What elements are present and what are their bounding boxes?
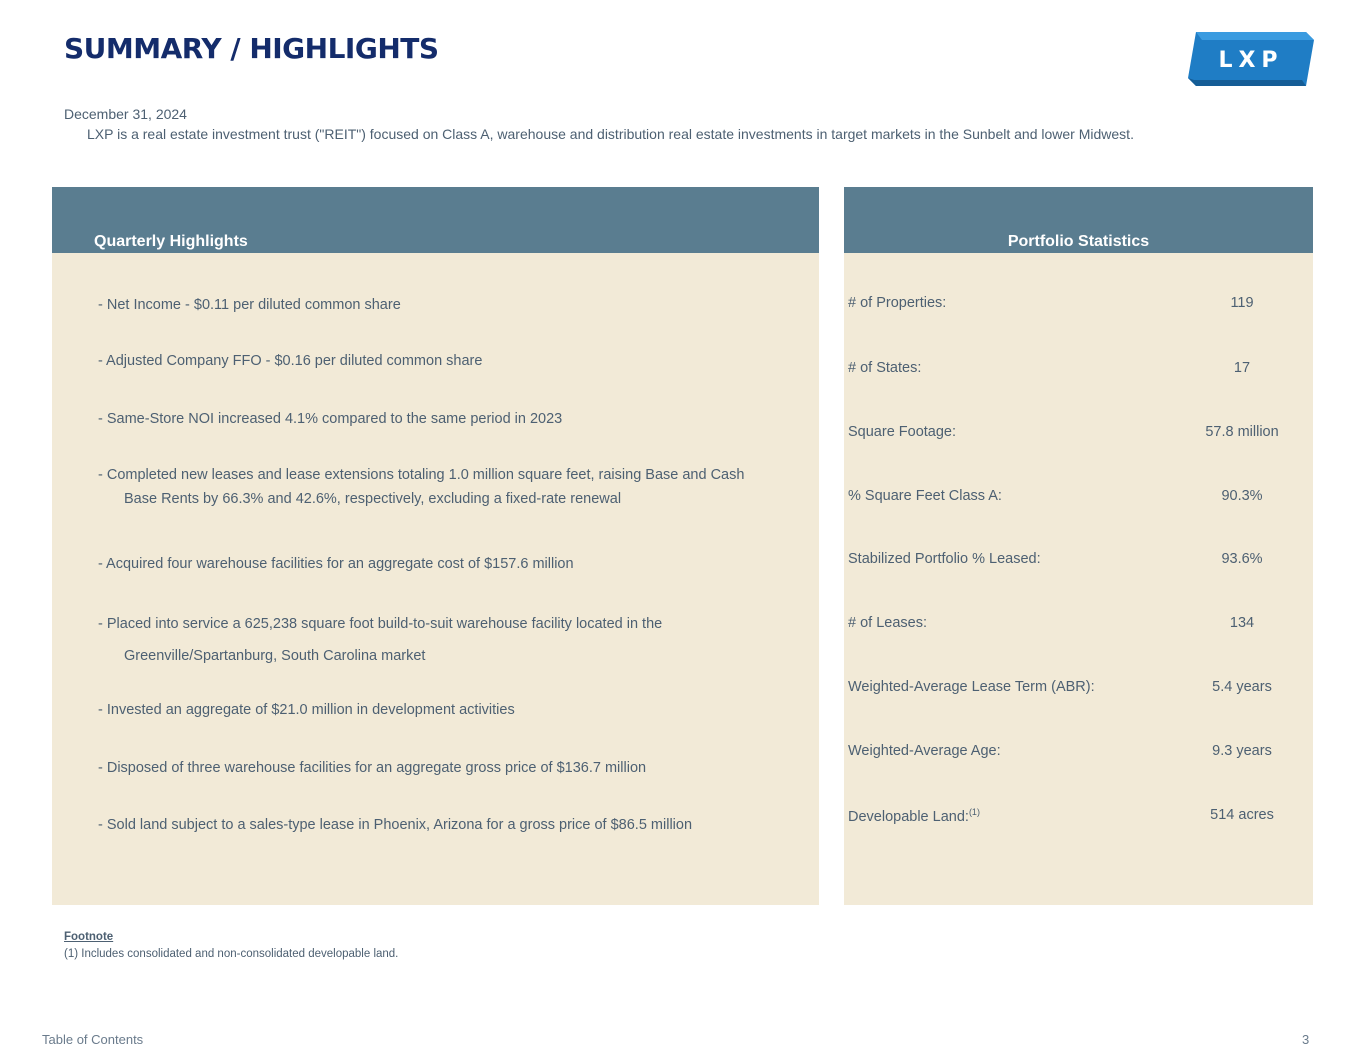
quarterly-highlights-panel <box>52 187 819 905</box>
stat-label-leased: Stabilized Portfolio % Leased: <box>848 551 1041 567</box>
stat-label-square-footage: Square Footage: <box>848 424 957 440</box>
stat-value-states: 17 <box>1233 360 1251 376</box>
highlight-item <box>98 608 808 672</box>
highlight-text-continued: Base Rents by 66.3% and 42.6%, respectively, excluding a fixed-rate renewal <box>124 491 622 507</box>
lxp-logo <box>1188 28 1314 90</box>
stat-value-leased: 93.6% <box>1221 551 1263 567</box>
highlight-item <box>98 349 808 373</box>
table-of-contents-link[interactable]: Table of Contents <box>42 1032 144 1047</box>
stat-label-leases: # of Leases: <box>848 615 927 631</box>
highlight-text: - Net Income - $0.11 per diluted common share <box>98 297 401 313</box>
highlight-text: - Adjusted Company FFO - $0.16 per diluted common share <box>98 353 483 369</box>
highlight-item <box>98 813 808 837</box>
highlight-text: - Completed new leases and lease extensions totaling 1.0 million square feet, raising Base and Cash <box>98 467 745 483</box>
footnote-marker: (1) <box>968 807 980 817</box>
page-number: 3 <box>1302 1032 1310 1047</box>
stat-value-age: 9.3 years <box>1212 743 1272 759</box>
stat-value-square-footage: 57.8 million <box>1205 424 1279 440</box>
logo-text: LXP <box>1218 48 1284 73</box>
highlight-text: - Same-Store NOI increased 4.1% compared to the same period in 2023 <box>98 411 563 427</box>
stat-value-lease-term: 5.4 years <box>1212 679 1272 695</box>
highlight-item <box>98 463 808 511</box>
highlight-item <box>98 756 808 780</box>
highlight-text: - Invested an aggregate of $21.0 million in development activities <box>98 702 515 718</box>
page-title: SUMMARY / HIGHLIGHTS <box>64 32 439 65</box>
highlight-item <box>98 293 808 317</box>
highlight-text: - Acquired four warehouse facilities for an aggregate cost of $157.6 million <box>98 556 574 572</box>
quarterly-highlights-heading: Quarterly Highlights <box>94 233 248 250</box>
stat-label-age: Weighted-Average Age: <box>848 743 1001 759</box>
stat-value-developable-land: 514 acres <box>1210 807 1274 823</box>
stat-value-leases: 134 <box>1229 615 1255 631</box>
portfolio-statistics-header <box>844 187 1313 253</box>
stat-value-class-a: 90.3% <box>1221 488 1263 504</box>
stat-label-states: # of States: <box>848 360 922 376</box>
highlight-item <box>98 552 808 576</box>
developable-land-label-text: Developable Land: <box>848 808 969 825</box>
stat-label-properties: # of Properties: <box>848 295 947 311</box>
stat-label-developable-land <box>848 807 980 825</box>
stat-label-lease-term: Weighted-Average Lease Term (ABR): <box>848 679 1095 695</box>
highlight-item <box>98 698 808 722</box>
highlight-item <box>98 407 808 431</box>
highlight-text: - Sold land subject to a sales-type lease in Phoenix, Arizona for a gross price of $86.5 million <box>98 817 693 833</box>
company-description: LXP is a real estate investment trust ("REIT") focused on Class A, warehouse and distribution real estate investments in target markets in the Sunbelt and lower Midwest. <box>87 126 1134 142</box>
footnote-text: (1) Includes consolidated and non-consolidated developable land. <box>64 948 399 960</box>
highlight-text-continued: Greenville/Spartanburg, South Carolina market <box>124 648 426 664</box>
highlight-text: - Disposed of three warehouse facilities for an aggregate gross price of $136.7 million <box>98 760 647 776</box>
stat-label-class-a: % Square Feet Class A: <box>848 488 1002 504</box>
stat-value-properties: 119 <box>1230 295 1254 311</box>
highlight-text: - Placed into service a 625,238 square foot build-to-suit warehouse facility located in the <box>98 616 663 632</box>
portfolio-statistics-heading: Portfolio Statistics <box>1007 233 1150 250</box>
report-date: December 31, 2024 <box>64 106 187 122</box>
portfolio-statistics-panel <box>844 187 1313 905</box>
quarterly-highlights-header <box>52 187 819 253</box>
footnote-heading: Footnote <box>64 931 114 943</box>
